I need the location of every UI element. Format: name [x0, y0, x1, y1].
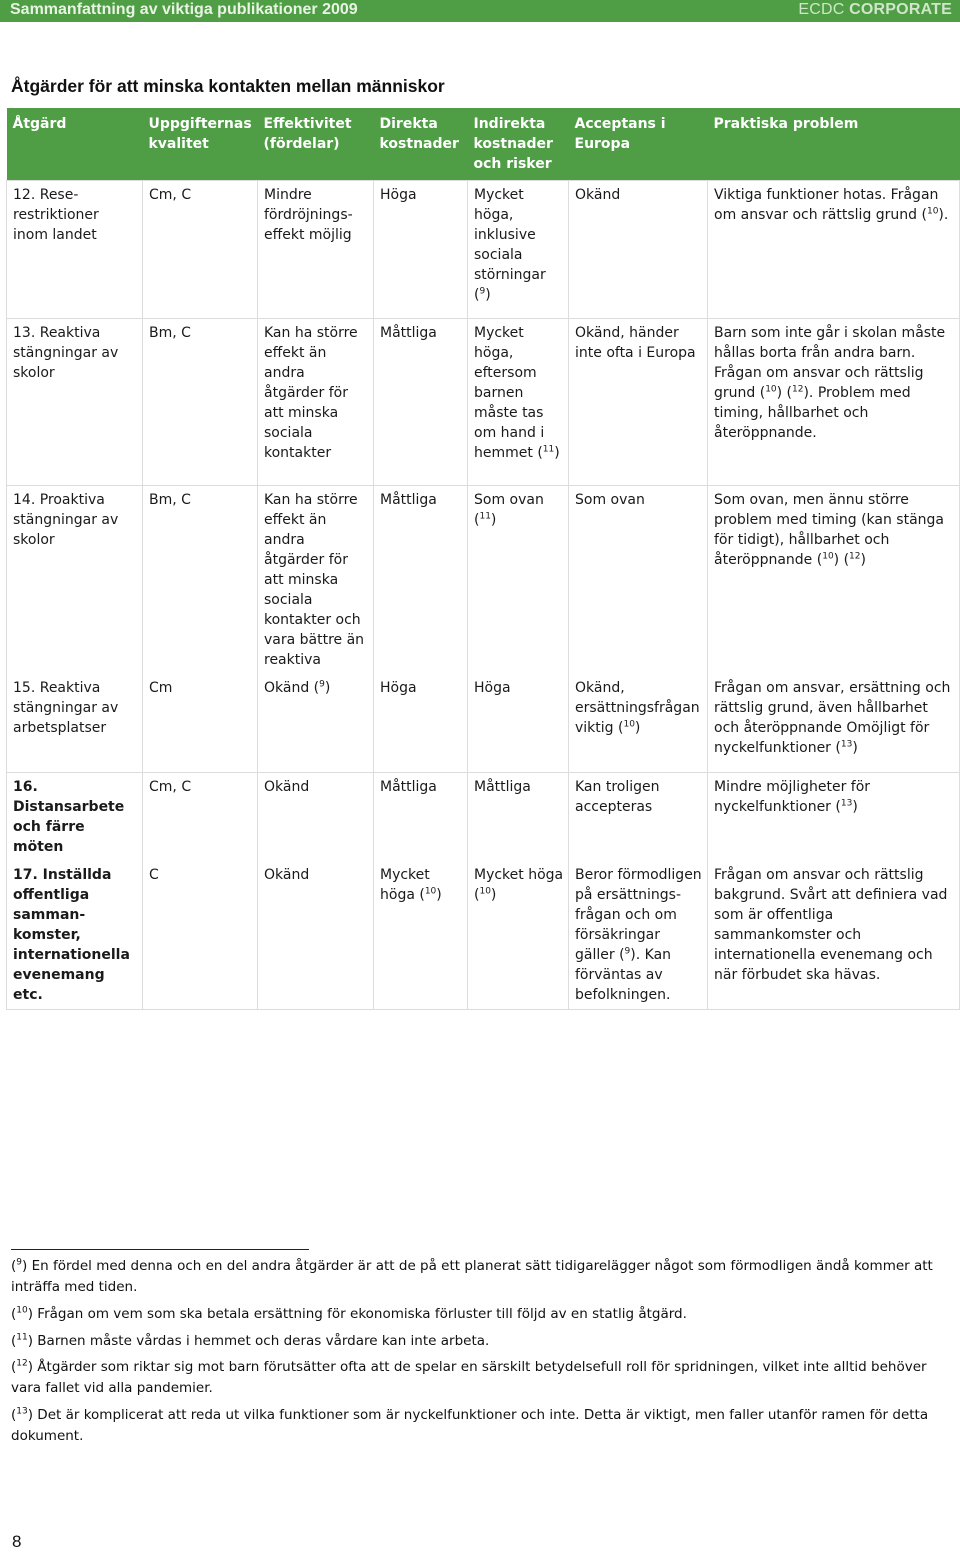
footnote-ref: 10	[479, 885, 491, 896]
cell-indirekta	[468, 486, 569, 675]
page-number: 8	[12, 1532, 22, 1551]
col-header-atgard: Åtgärd	[7, 108, 143, 181]
cell-indirekta: Höga	[468, 674, 569, 772]
footnote-text: Barnen måste vårdas i hemmet och deras vårdare kan inte arbeta.	[37, 1333, 490, 1349]
footnote-ref: 9	[319, 679, 325, 690]
page-header-bar	[0, 0, 960, 22]
cell-text: )	[860, 552, 866, 568]
cell-text: ) (	[776, 385, 793, 401]
footnote-ref: 10	[765, 384, 777, 395]
cell-text: Som ovan (	[474, 492, 544, 528]
footnote-text: Åtgärder som riktar sig mot barn förutsätter ofta att de spelar en särskilt betydelsefull roll för spridningen, vilket inte alltid behöver vara fallet vid alla pandemier.	[11, 1359, 927, 1396]
footnote-divider	[11, 1249, 309, 1250]
footnote-ref: 11	[479, 511, 491, 522]
cell-kvalitet: Bm, C	[143, 319, 258, 486]
cell-kvalitet: C	[143, 861, 258, 1010]
measures-table	[6, 108, 960, 1010]
cell-text: Mycket höga (	[474, 866, 564, 903]
footnote-ref: 9	[479, 286, 486, 297]
footnote: ($^{11}$) Barnen måste vårdas i hemmet och deras vårdare kan inte arbeta.	[11, 1332, 490, 1349]
cell-problem	[708, 181, 960, 319]
cell-atgard: 16. Distansarbete och färre möten	[7, 772, 143, 861]
cell-text: Frågan om ansvar, ersättning och rättslig grund, även hållbarhet och återöppnande Omöjligt för nyckelfunktioner (	[714, 680, 951, 756]
cell-text: ). Problem med timing, hållbarhet och återöppnande.	[714, 385, 911, 441]
cell-effekt: Kan ha större effekt än andra åtgärder för att minska sociala kontakter och vara bättre än reaktiva	[258, 486, 374, 675]
cell-effekt: Okänd	[258, 861, 374, 1010]
cell-problem: Frågan om ansvar och rättslig bakgrund. Svårt att definiera vad som är offentliga sammankomster och internationella evenemang och när förbudet ska hävas.	[708, 861, 960, 1010]
cell-text: Beror förmodligen på ersättnings-frågan och om försäkringar gäller (	[575, 866, 702, 963]
col-header-kvalitet: Uppgifternas kvalitet	[143, 108, 258, 181]
footnote-number: 13	[16, 1406, 28, 1417]
header-publication-title: Sammanfattning av viktiga publikationer 2009	[10, 1, 358, 18]
cell-direkta: Måttliga	[374, 772, 468, 861]
cell-direkta: Höga	[374, 181, 468, 319]
table-row	[7, 486, 960, 675]
cell-direkta: Måttliga	[374, 319, 468, 486]
table-header-row	[7, 108, 960, 181]
cell-effekt	[258, 674, 374, 772]
footnote-ref: 11	[542, 444, 555, 455]
header-brand-bold: CORPORATE	[849, 1, 952, 18]
cell-text: ). Kan förväntas av befolkningen.	[575, 946, 672, 1003]
cell-atgard: 17. Inställda offentliga samman-komster, internationella evenemang etc.	[7, 861, 143, 1010]
cell-kvalitet: Cm	[143, 674, 258, 772]
cell-effekt: Kan ha större effekt än andra åtgärder för att minska sociala kontakter	[258, 319, 374, 486]
cell-text: ).	[938, 207, 949, 223]
footnote-number: 10	[16, 1305, 28, 1316]
footnote-ref: 12	[792, 384, 804, 395]
cell-text: )	[324, 680, 331, 696]
footnote-ref: 10	[424, 885, 437, 896]
cell-problem	[708, 319, 960, 486]
table-row	[7, 861, 960, 1010]
cell-direkta	[374, 861, 468, 1010]
cell-indirekta: Måttliga	[468, 772, 569, 861]
footnote-number: 9	[16, 1257, 23, 1268]
section-title: Åtgärder för att minska kontakten mellan människor	[11, 76, 445, 96]
cell-kvalitet: Bm, C	[143, 486, 258, 675]
table-row	[7, 181, 960, 319]
cell-text: Mycket höga (	[380, 866, 430, 903]
footnote: ($^{10}$) Frågan om vem som ska betala ersättning för ekonomiska förluster till följd av en statlig åtgärd.	[11, 1305, 687, 1322]
header-brand-prefix: ECDC	[798, 1, 845, 18]
cell-effekt: Mindre fördröjnings-effekt möjlig	[258, 181, 374, 319]
cell-text: Barn som inte går i skolan måste hållas borta från andra barn. Frågan om ansvar och rättslig grund (	[714, 325, 946, 401]
footnote: ($^9$) En fördel med denna och en del andra åtgärder är att de på ett planerat sätt tidigarelägger något som förmodligen ändå kommer att inträffa med tiden.	[11, 1257, 933, 1295]
table-row	[7, 772, 960, 861]
cell-effekt: Okänd	[258, 772, 374, 861]
cell-acceptans	[569, 861, 708, 1010]
cell-atgard: 14. Proaktiva stängningar av skolor	[7, 486, 143, 675]
cell-direkta: Höga	[374, 674, 468, 772]
cell-text: Mycket höga, inklusive sociala störningar (	[474, 187, 546, 303]
header-brand	[798, 1, 952, 19]
cell-text: )	[485, 287, 491, 303]
table-row	[7, 674, 960, 772]
cell-text: )	[490, 512, 497, 528]
cell-acceptans: Som ovan	[569, 486, 708, 675]
cell-text: )	[554, 445, 560, 461]
cell-direkta: Måttliga	[374, 486, 468, 675]
table-row	[7, 319, 960, 486]
cell-text: )	[852, 798, 858, 815]
cell-atgard: 15. Reaktiva stängningar av arbetsplatser	[7, 674, 143, 772]
col-header-direkta: Direkta kostnader	[374, 108, 468, 181]
cell-acceptans: Okänd, händer inte ofta i Europa	[569, 319, 708, 486]
cell-acceptans	[569, 674, 708, 772]
cell-atgard: 13. Reaktiva stängningar av skolor	[7, 319, 143, 486]
cell-indirekta	[468, 181, 569, 319]
cell-problem	[708, 486, 960, 675]
cell-problem	[708, 772, 960, 861]
cell-kvalitet: Cm, C	[143, 181, 258, 319]
col-header-indirekta: Indirekta kostnader och risker	[468, 108, 569, 181]
cell-text: Viktiga funktioner hotas. Frågan om ansvar och rättslig grund (	[714, 187, 939, 223]
col-header-problem: Praktiska problem	[708, 108, 960, 181]
footnote-ref: 10	[926, 206, 939, 217]
footnote-number: 12	[16, 1358, 28, 1369]
footnote-ref: 10	[822, 551, 834, 562]
cell-text: Som ovan, men ännu större problem med timing (kan stänga för tidigt), hållbarhet och återöppnande (	[714, 492, 945, 568]
footnote-text: En fördel med denna och en del andra åtgärder är att de på ett planerat sätt tidigarelägger något som förmodligen ändå kommer att inträffa med tiden.	[11, 1258, 933, 1295]
cell-text: )	[852, 740, 858, 756]
footnote-ref: 13	[840, 797, 853, 808]
cell-text: ) (	[833, 552, 850, 568]
cell-indirekta	[468, 319, 569, 486]
col-header-acceptans: Acceptans i Europa	[569, 108, 708, 181]
cell-acceptans: Kan troligen accepteras	[569, 772, 708, 861]
footnote-number: 11	[16, 1332, 28, 1343]
cell-text: Mycket höga, eftersom barnen måste tas om hand i hemmet (	[474, 325, 545, 461]
cell-text: Mindre möjligheter för nyckelfunktioner (	[714, 778, 871, 815]
cell-text: )	[490, 886, 497, 903]
cell-indirekta	[468, 861, 569, 1010]
cell-text: )	[634, 720, 641, 736]
cell-text: Okänd (	[264, 680, 320, 696]
footnote-ref: 13	[840, 739, 853, 750]
col-header-effektivitet: Effektivitet (fördelar)	[258, 108, 374, 181]
cell-problem	[708, 674, 960, 772]
footnote-text: Frågan om vem som ska betala ersättning för ekonomiska förluster till följd av en statlig åtgärd.	[37, 1306, 687, 1322]
footnote: ($^{13}$) Det är komplicerat att reda ut vilka funktioner som är nyckelfunktioner och inte. Detta är viktigt, men faller utanför ramen för detta dokument.	[11, 1406, 929, 1444]
footnote: ($^{12}$) Åtgärder som riktar sig mot barn förutsätter ofta att de spelar en särskilt betydelsefull roll för spridningen, vilket inte alltid behöver vara fallet vid alla pandemier.	[11, 1358, 927, 1396]
footnote-ref: 10	[623, 719, 635, 730]
cell-acceptans: Okänd	[569, 181, 708, 319]
footnote-text: Det är komplicerat att reda ut vilka funktioner som är nyckelfunktioner och inte. Detta är viktigt, men faller utanför ramen för detta dokument.	[11, 1407, 929, 1444]
cell-text: Okänd, ersättningsfrågan viktig (	[575, 680, 700, 736]
cell-atgard: 12. Rese-restriktioner inom landet	[7, 181, 143, 319]
footnote-ref: 9	[624, 945, 631, 956]
cell-text: )	[436, 886, 442, 903]
footnote-ref: 12	[849, 551, 861, 562]
cell-kvalitet: Cm, C	[143, 772, 258, 861]
